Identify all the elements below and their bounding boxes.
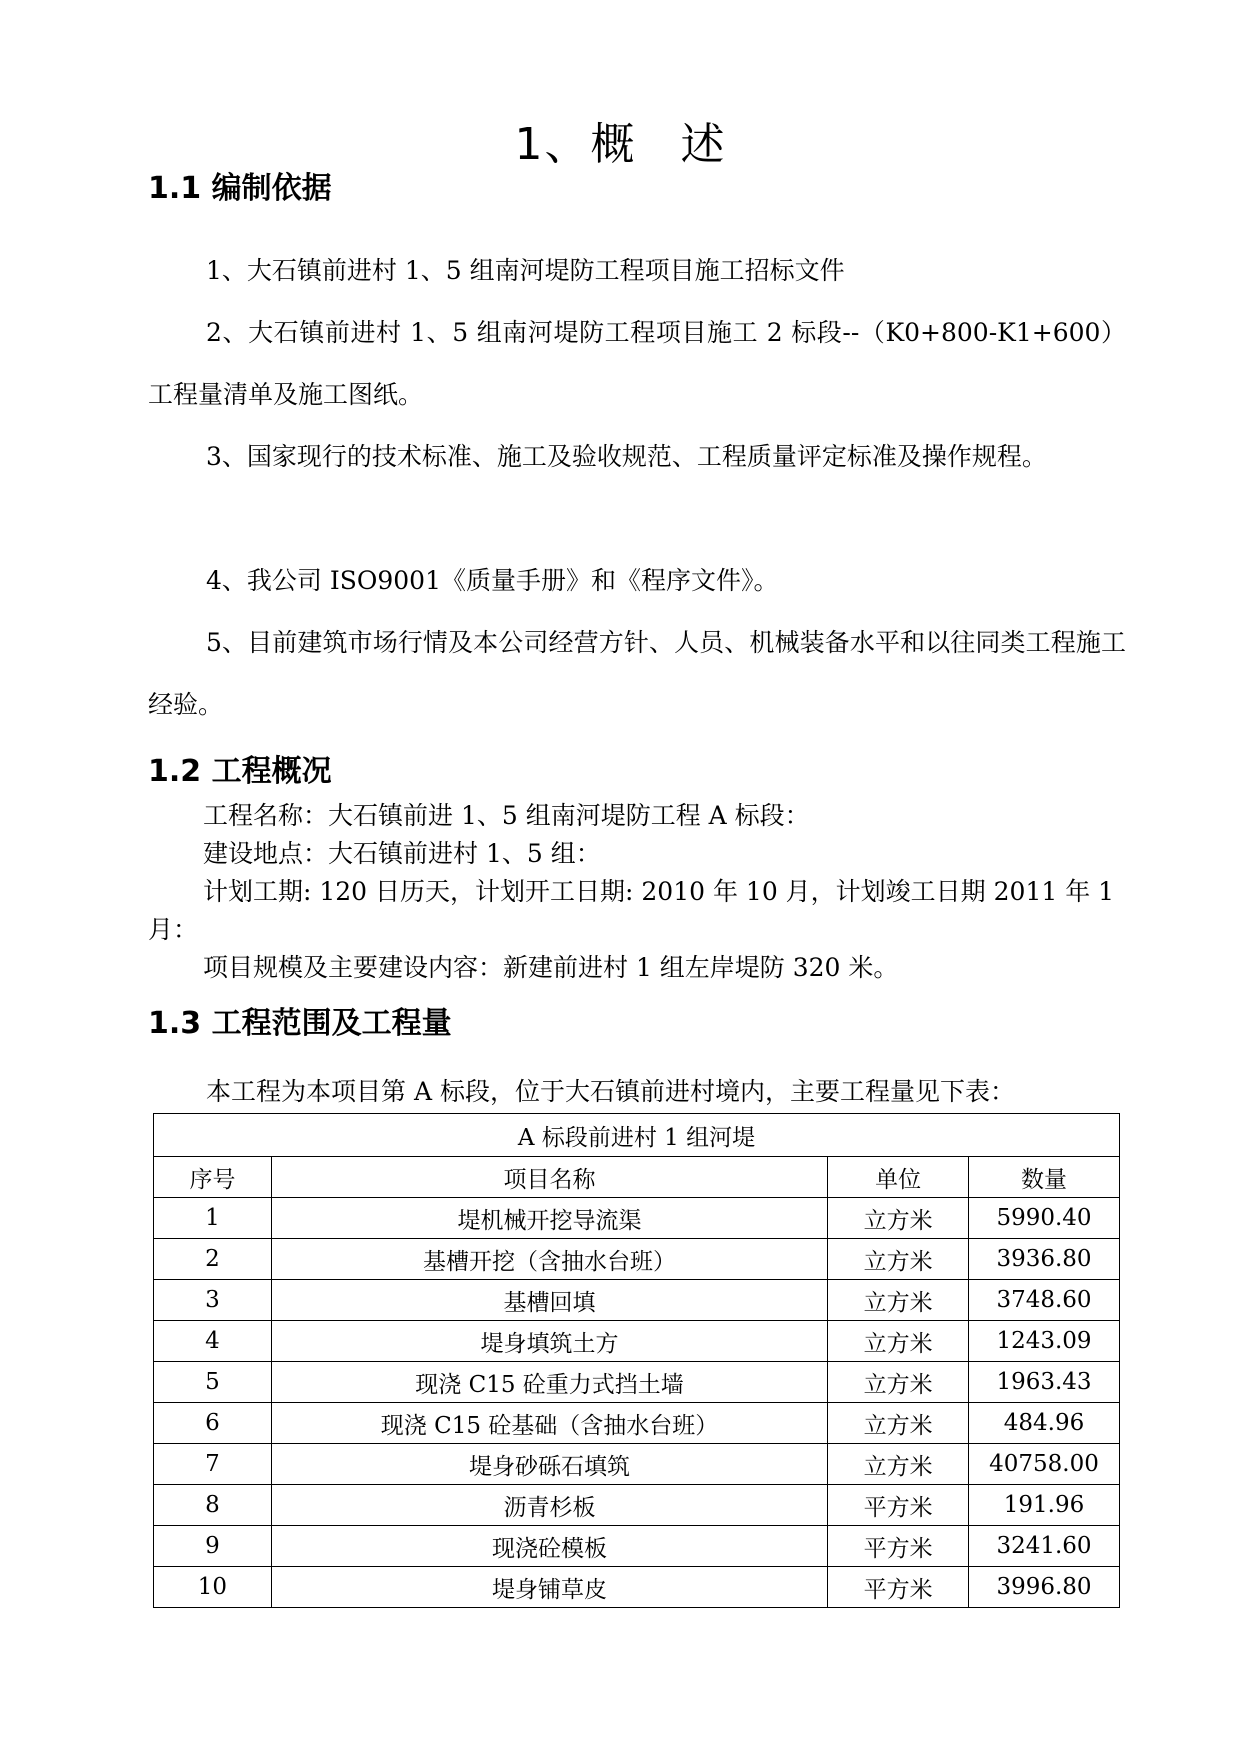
title-number: 1、概 xyxy=(514,119,637,170)
row-index: 2 xyxy=(154,1239,272,1280)
table-row xyxy=(154,1526,1120,1567)
table-caption: A 标段前进村 1 组河堤 xyxy=(154,1114,1120,1157)
title-rest: 述 xyxy=(680,119,727,170)
basis-item-2: 2、大石镇前进村 1、5 组南河堤防工程项目施工 2 标段--（K0+800-K1+600）工程量清单及施工图纸。 xyxy=(148,318,1126,409)
row-unit: 平方米 xyxy=(828,1567,969,1608)
row-quantity: 1963.43 xyxy=(969,1362,1120,1403)
row-quantity: 3936.80 xyxy=(969,1239,1120,1280)
heading-1-1: 1.1 编制依据 xyxy=(148,171,332,206)
row-item-name: 现浇 C15 砼基础（含抽水台班） xyxy=(271,1403,827,1444)
header-index: 序号 xyxy=(154,1157,272,1198)
table-row xyxy=(154,1321,1120,1362)
header-quantity: 数量 xyxy=(969,1157,1120,1198)
basis-item-1: 1、大石镇前进村 1、5 组南河堤防工程项目施工招标文件 xyxy=(206,256,845,285)
row-quantity: 3241.60 xyxy=(969,1526,1120,1567)
row-unit: 立方米 xyxy=(828,1280,969,1321)
row-index: 4 xyxy=(154,1321,272,1362)
row-quantity: 3996.80 xyxy=(969,1567,1120,1608)
row-unit: 立方米 xyxy=(828,1321,969,1362)
table-row xyxy=(154,1280,1120,1321)
row-unit: 平方米 xyxy=(828,1526,969,1567)
row-index: 3 xyxy=(154,1280,272,1321)
row-item-name: 现浇砼模板 xyxy=(271,1526,827,1567)
table-row xyxy=(154,1239,1120,1280)
row-item-name: 堤身填筑土方 xyxy=(271,1321,827,1362)
row-unit: 立方米 xyxy=(828,1444,969,1485)
table-header-row xyxy=(154,1157,1120,1198)
project-name: 工程名称：大石镇前进 1、5 组南河堤防工程 A 标段： xyxy=(203,801,810,830)
row-quantity: 484.96 xyxy=(969,1403,1120,1444)
table-intro: 本工程为本项目第 A 标段，位于大石镇前进村境内，主要工程量见下表： xyxy=(206,1077,1015,1106)
row-quantity: 5990.40 xyxy=(969,1198,1120,1239)
row-index: 5 xyxy=(154,1362,272,1403)
table-row xyxy=(154,1485,1120,1526)
row-quantity: 1243.09 xyxy=(969,1321,1120,1362)
heading-1-2: 1.2 工程概况 xyxy=(148,754,332,789)
row-unit: 立方米 xyxy=(828,1362,969,1403)
row-index: 7 xyxy=(154,1444,272,1485)
project-overview xyxy=(148,797,1126,987)
basis-item-4: 4、我公司 ISO9001《质量手册》和《程序文件》。 xyxy=(206,566,779,595)
row-unit: 立方米 xyxy=(828,1239,969,1280)
row-quantity: 40758.00 xyxy=(969,1444,1120,1485)
quantity-table xyxy=(153,1113,1120,1608)
row-index: 6 xyxy=(154,1403,272,1444)
row-quantity: 3748.60 xyxy=(969,1280,1120,1321)
row-index: 1 xyxy=(154,1198,272,1239)
header-unit: 单位 xyxy=(828,1157,969,1198)
row-unit: 立方米 xyxy=(828,1403,969,1444)
basis-item-3: 3、国家现行的技术标准、施工及验收规范、工程质量评定标准及操作规程。 xyxy=(206,442,1047,471)
project-schedule: 计划工期: 120 日历天，计划开工日期: 2010 年 10 月，计划竣工日期 2011 年 1 月： xyxy=(148,877,1115,944)
row-item-name: 基槽回填 xyxy=(271,1280,827,1321)
row-index: 9 xyxy=(154,1526,272,1567)
table-row xyxy=(154,1444,1120,1485)
row-item-name: 现浇 C15 砼重力式挡土墙 xyxy=(271,1362,827,1403)
basis-item-5: 5、目前建筑市场行情及本公司经营方针、人员、机械装备水平和以往同类工程施工经验。 xyxy=(148,628,1126,719)
table-row xyxy=(154,1362,1120,1403)
row-item-name: 基槽开挖（含抽水台班） xyxy=(271,1239,827,1280)
row-index: 10 xyxy=(154,1567,272,1608)
row-item-name: 沥青杉板 xyxy=(271,1485,827,1526)
heading-1-3: 1.3 工程范围及工程量 xyxy=(148,1006,452,1041)
row-item-name: 堤机械开挖导流渠 xyxy=(271,1198,827,1239)
row-quantity: 191.96 xyxy=(969,1485,1120,1526)
table-row xyxy=(154,1198,1120,1239)
row-unit: 平方米 xyxy=(828,1485,969,1526)
row-unit: 立方米 xyxy=(828,1198,969,1239)
row-item-name: 堤身铺草皮 xyxy=(271,1567,827,1608)
row-index: 8 xyxy=(154,1485,272,1526)
table-row xyxy=(154,1567,1120,1608)
table-row xyxy=(154,1403,1120,1444)
project-scale: 项目规模及主要建设内容：新建前进村 1 组左岸堤防 320 米。 xyxy=(203,953,899,982)
row-item-name: 堤身砂砾石填筑 xyxy=(271,1444,827,1485)
header-item-name: 项目名称 xyxy=(271,1157,827,1198)
project-location: 建设地点：大石镇前进村 1、5 组： xyxy=(203,839,601,868)
